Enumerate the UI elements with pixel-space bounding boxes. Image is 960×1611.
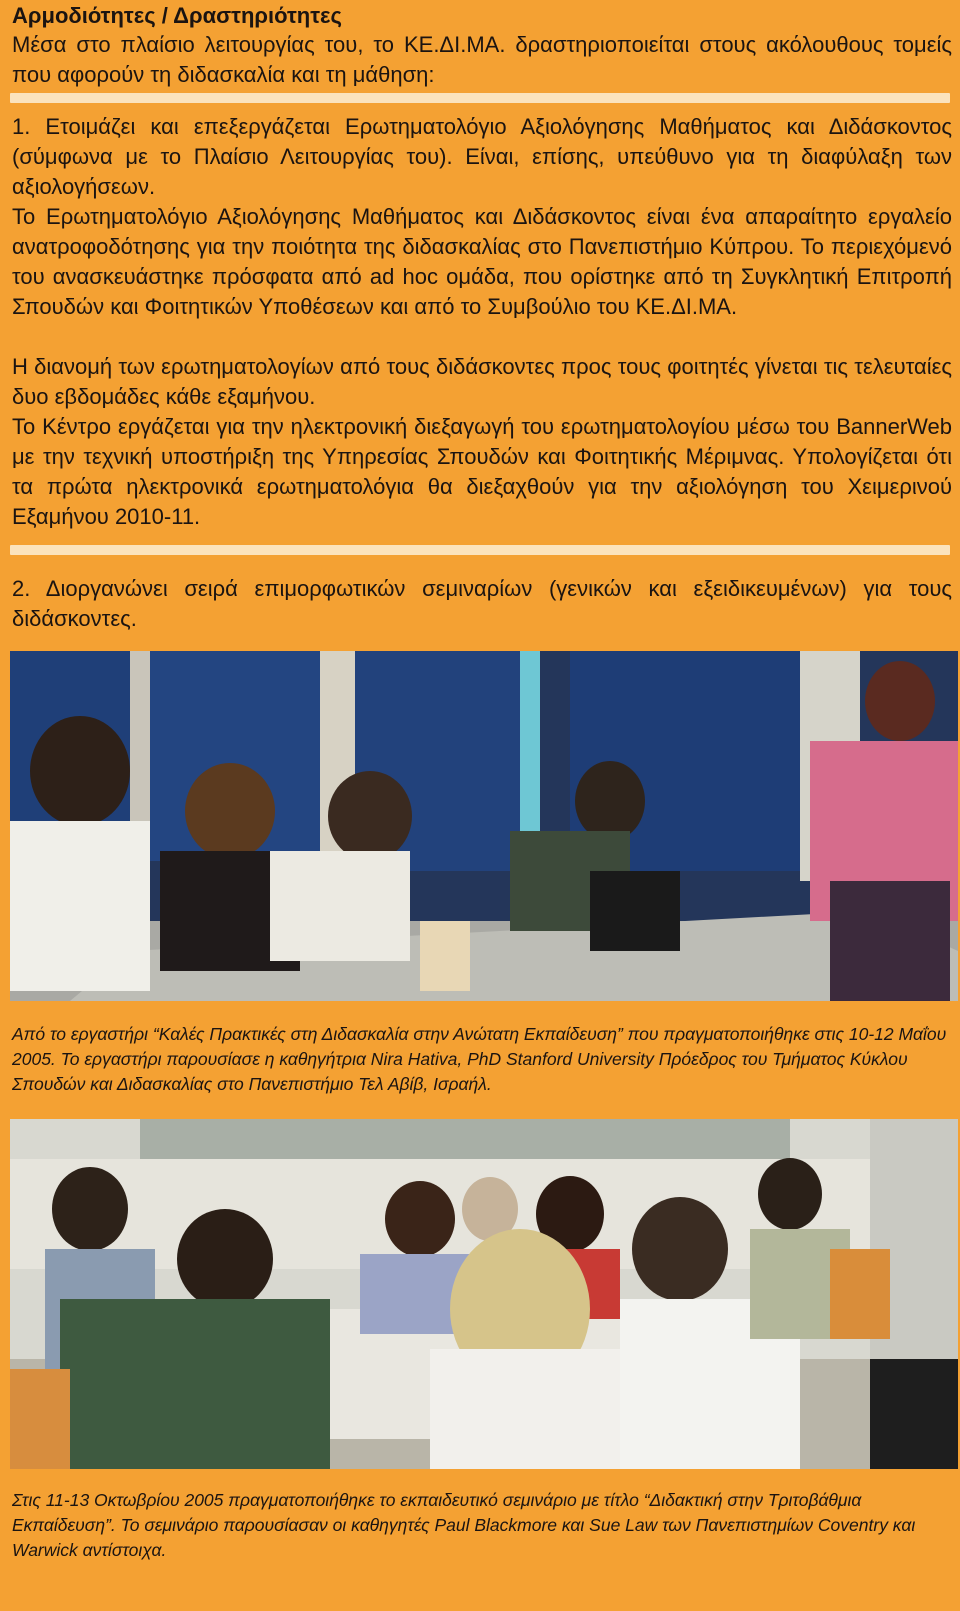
electronic-paragraph: Το Κέντρο εργάζεται για την ηλεκτρονική διεξαγωγή του ερωτηματολογίου μέσω του BannerWeb με την τεχνική υποστήριξη της Υπηρεσίας Σπουδών και Φοιτητικής Μέριμνας. Υπολογίζεται ότι τα πρώτα ηλεκτρονικά ερωτηματολόγια θα διεξαχθούν για την αξιολόγηση του Χειμερινού Εξαμήνου 2010-11. (12, 414, 952, 529)
photo-1-caption: Από το εργαστήρι “Καλές Πρακτικές στη Διδασκαλία στην Ανώτατη Εκπαίδευση” που πραγματοποιήθηκε στις 10-12 Μαΐου 2005. Το εργαστήρι παρουσίασε η καθηγήτρια Nira Hativa, PhD Stanford University Πρόεδρος του Τμήματος Κύκλου Σπουδών και Διδασκαλίας στο Πανεπιστήμιο Τελ Αβίβ, Ισραήλ. (12, 1024, 947, 1094)
divider-top (10, 93, 950, 103)
workshop-photo-1 (10, 651, 958, 1001)
section-heading: Αρμοδιότητες / Δραστηριότητες (12, 3, 342, 28)
workshop-photo-1-illustration (10, 651, 958, 1001)
intro-paragraph: Μέσα στο πλαίσιο λειτουργίας του, το ΚΕ.ΔΙ.ΜΑ. δραστηριοποιείται στους ακόλουθους τομείς που αφορούν τη διδασκαλία και τη μάθηση: (12, 32, 952, 87)
item-1-paragraph: 1. Ετοιμάζει και επεξεργάζεται Ερωτηματολόγιο Αξιολόγησης Μαθήματος και Διδάσκοντος (σύμφωνα με το Πλαίσιο Λειτουργίας του). Είναι, επίσης, υπεύθυνο για τη διαφύλαξη των αξιολογήσεων. (12, 114, 952, 199)
divider-middle (10, 545, 950, 555)
distribution-paragraph: Η διανομή των ερωτηματολογίων από τους διδάσκοντες προς τους φοιτητές γίνεται τις τελευταίες δυο εβδομάδες κάθε εξαμήνου. (12, 354, 952, 409)
photo-2-caption: Στις 11-13 Οκτωβρίου 2005 πραγματοποιήθηκε το εκπαιδευτικό σεμινάριο με τίτλο “Διδακτική στην Τριτοβάθμια Εκπαίδευση”. Το σεμινάριο παρουσίασαν οι καθηγητές Paul Blackmore και Sue Law των Πανεπιστημίων Coventry και Warwick αντίστοιχα. (12, 1490, 916, 1560)
seminar-photo-2 (10, 1119, 958, 1469)
questionnaire-paragraph: Το Ερωτηματολόγιο Αξιολόγησης Μαθήματος και Διδάσκοντος είναι ένα απαραίτητο εργαλείο ανατροφοδότησης για την ποιότητα της διδασκαλίας στο Πανεπιστήμιο Κύπρου. Το περιεχόμενό του ανασκευάστηκε πρόσφατα από ad hoc ομάδα, που ορίστηκε από τη Συγκλητική Επιτροπή Σπουδών και Φοιτητικών Υποθέσεων και από το Συμβούλιο του ΚΕ.ΔΙ.ΜΑ. (12, 204, 952, 319)
item-2-paragraph: 2. Διοργανώνει σειρά επιμορφωτικών σεμιναρίων (γενικών και εξειδικευμένων) για τους διδάσκοντες. (12, 576, 952, 631)
seminar-photo-2-illustration (10, 1119, 958, 1469)
